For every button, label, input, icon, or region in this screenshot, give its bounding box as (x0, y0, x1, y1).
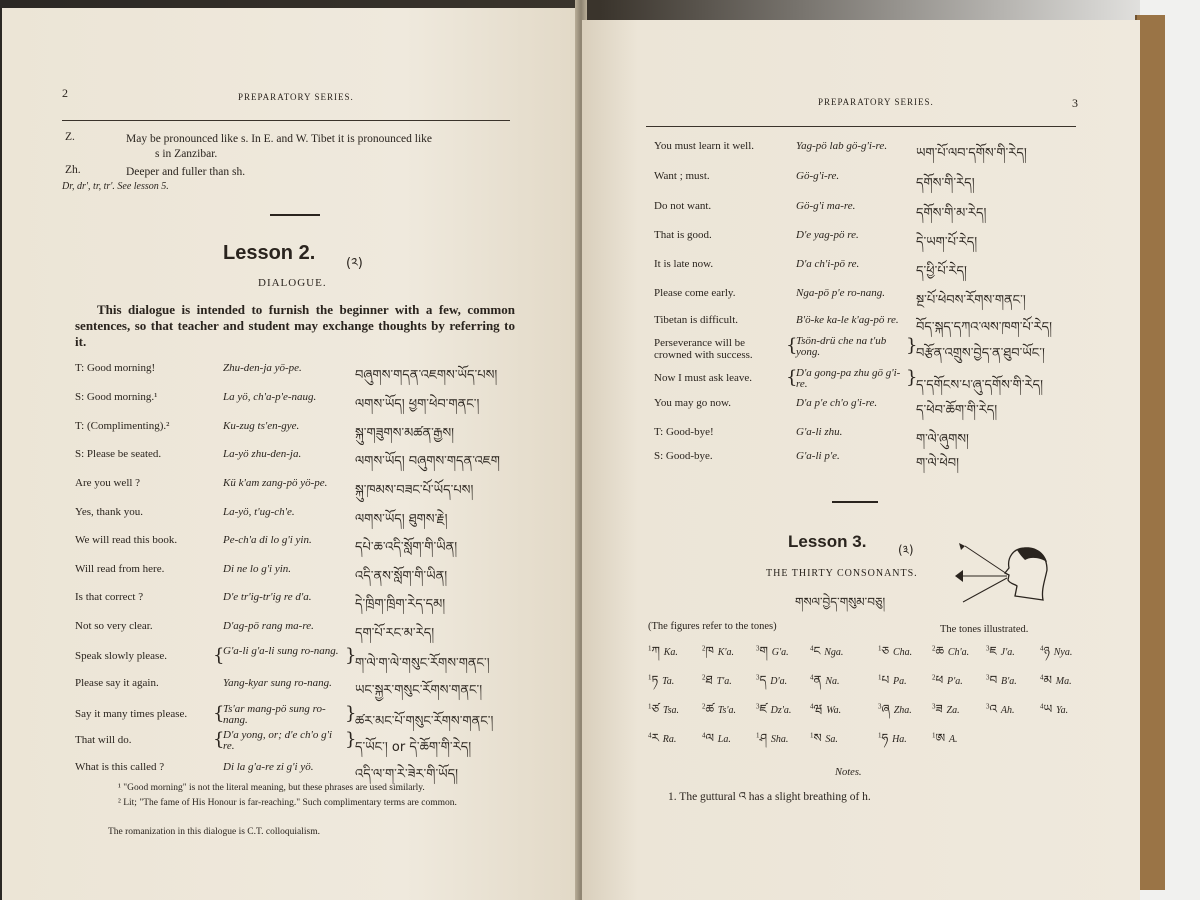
dialogue-row (654, 314, 1074, 335)
romanization: D'a yong, or; d'e ch'o g'i re. (223, 729, 333, 752)
tone-number: 1 (878, 644, 882, 653)
consonant-romanization: A. (948, 734, 958, 745)
romanization: Di ne lo g'i yin. (223, 563, 292, 575)
consonant-romanization: J'a. (1000, 647, 1015, 658)
tibetan-letter: ལ (705, 731, 718, 745)
tone-number: 1 (932, 731, 936, 740)
romanization: La yö, ch'a-p'e-naug. (223, 391, 317, 403)
romanization: G'a-li p'e. (796, 450, 840, 462)
dialogue-row (654, 258, 1074, 279)
tibetan-letter: ན (813, 673, 826, 687)
english-phrase: S: Please be seated. (75, 448, 162, 460)
dialogue-row (654, 397, 1074, 418)
consonant-romanization: Ma. (1055, 676, 1072, 687)
consonant-row (648, 725, 1088, 754)
consonant-romanization: Ra. (662, 734, 677, 745)
romanization: Yag-pö lab gö-g'i-re. (796, 140, 888, 152)
dialogue-row (75, 506, 515, 527)
lesson-2-title: Lesson 2. (223, 242, 316, 264)
tone-number: 2 (932, 644, 936, 653)
tibetan-letter: ཙ (651, 702, 663, 716)
tone-number: 4 (810, 673, 814, 682)
dialogue-row (75, 761, 515, 782)
tones-note: The tones illustrated. (940, 624, 1029, 635)
romanization: G'a-li zhu. (796, 426, 843, 438)
english-phrase: Say it many times please. (75, 708, 188, 720)
english-phrase: That will do. (75, 734, 132, 746)
head-profile-illustration (955, 540, 1050, 605)
tibetan-letter: ཕ (935, 673, 948, 687)
dialogue-row (75, 362, 515, 383)
english-phrase: Perseverance will be crowned with success. (654, 337, 753, 361)
english-phrase: S: Good-bye. (654, 450, 713, 462)
consonant-row (648, 667, 1088, 696)
consonant-romanization: Pa. (893, 676, 907, 687)
tone-number: 2 (702, 644, 706, 653)
consonant-romanization: Tsa. (662, 705, 679, 716)
left-page-number: 2 (62, 86, 68, 100)
tibetan-text: ག་ལེ་ག་ལེ་གསུང་རོགས་གནང་། (355, 656, 490, 671)
tone-number: 1 (648, 702, 652, 711)
tibetan-text: བོད་སྐད་དཀའ་ལས་ཁག་པོ་རེད། (916, 320, 1053, 335)
romanization: Gö-g'i ma-re. (796, 200, 856, 212)
dialogue-row (75, 563, 515, 584)
consonant-romanization: Nga. (824, 647, 844, 658)
romanization: Ts'ar mang-pö sung ro-nang. (223, 703, 326, 726)
consonant-cell (932, 725, 958, 759)
english-phrase: Is that correct ? (75, 591, 144, 603)
tibetan-text: ཚར་མང་པོ་གསུང་རོགས་གནང་། (355, 714, 494, 729)
consonant-romanization: Wa. (826, 705, 842, 716)
notes-heading: Notes. (835, 767, 862, 778)
consonant-row (648, 696, 1088, 725)
left-header-rule (62, 120, 510, 121)
consonant-romanization: Na. (825, 676, 840, 687)
tone-number: 4 (702, 731, 706, 740)
tibetan-letter: ཉ (1043, 644, 1054, 658)
right-section-divider (832, 501, 878, 503)
tibetan-letter: ཝ (813, 702, 827, 716)
tone-number: 2 (932, 673, 936, 682)
lesson-3-title: Lesson 3. (788, 532, 867, 551)
english-phrase: Please come early. (654, 287, 736, 299)
romanization: Kü k'am zang-pö yö-pe. (223, 477, 328, 489)
tone-number: 3 (932, 702, 936, 711)
romanization: Nga-pö p'e ro-nang. (796, 287, 886, 299)
tibetan-text: སྐུ་གཟུགས་མཚན་རྒྱས། (355, 426, 455, 441)
brace-left: { (213, 703, 225, 724)
dr-note: Dr, dr', tr, tr'. See lesson 5. (62, 181, 169, 192)
consonant-romanization: Ts'a. (717, 705, 737, 716)
consonant-cell (702, 725, 731, 759)
tibetan-text: ཡང་སྐྱར་གསུང་རོགས་གནང་། (355, 683, 483, 698)
brace-left: { (213, 729, 225, 750)
tibetan-letter: བ (989, 673, 1002, 687)
dialogue-row (654, 287, 1074, 308)
consonant-romanization: T'a. (716, 676, 732, 687)
tone-number: 2 (702, 702, 706, 711)
tibetan-text: སྐུ་ཁམས་བཟང་པོ་ཡོད་པས། (355, 483, 474, 498)
pron-text-z-2: s in Zanzibar. (155, 148, 218, 160)
consonant-cell (810, 725, 838, 759)
tibetan-letter: ས (813, 731, 826, 745)
english-phrase: Tibetan is difficult. (654, 314, 739, 326)
dialogue-row (75, 391, 515, 412)
tone-number: 4 (810, 702, 814, 711)
dialogue-row (654, 367, 1074, 393)
romanization: Di la g'a-re zi g'i yö. (223, 761, 314, 773)
consonants-heading-tib: གསལ་བྱེད་གསུམ་བཅུ། (795, 595, 886, 609)
english-phrase: Are you well ? (75, 477, 141, 489)
dialogue-row (75, 677, 515, 698)
english-phrase: Will read from here. (75, 563, 165, 575)
romanization: B'ö-ke ka-le k'ag-pö re. (796, 314, 899, 326)
tone-number: 4 (1040, 702, 1044, 711)
english-phrase: You must learn it well. (654, 140, 755, 152)
dialogue-row (654, 170, 1074, 191)
brace-left: { (786, 335, 798, 356)
romanization: Yang-kyar sung ro-nang. (223, 677, 332, 689)
consonant-romanization: Sha. (770, 734, 789, 745)
lesson-2-tib-number: (༢) (346, 256, 363, 271)
brace-right: } (906, 335, 918, 356)
tone-number: 3 (986, 673, 990, 682)
romanization: La-yö zhu-den-ja. (223, 448, 302, 460)
dialogue-row (654, 200, 1074, 221)
tone-number: 1 (878, 731, 882, 740)
consonant-romanization: Za. (946, 705, 960, 716)
consonant-row (648, 638, 1088, 667)
romanization: D'ag-pö rang ma-re. (223, 620, 314, 632)
tibetan-text: ཡག་པོ་ལབ་དགོས་གི་རེད། (916, 146, 1027, 161)
tone-number: 3 (986, 644, 990, 653)
tone-number: 3 (986, 702, 990, 711)
tibetan-text: འདི་ནས་སློག་གི་ཡིན། (355, 569, 448, 584)
dialogue-row (654, 140, 1074, 161)
tibetan-text: ད་དགོངས་པ་ཞུ་དགོས་གི་རེད། (916, 378, 1044, 393)
tibetan-text: དགོས་གི་རེད། (916, 176, 975, 191)
tone-number: 2 (702, 673, 706, 682)
tibetan-text: ག་ལེ་ཕེབ། (916, 456, 959, 471)
tibetan-letter: ཛ (759, 702, 771, 716)
right-header-rule (646, 126, 1076, 127)
dialogue-row (75, 645, 515, 671)
dialogue-row (75, 703, 515, 729)
english-phrase: What is this called ? (75, 761, 165, 773)
brace-right: } (906, 367, 918, 388)
english-phrase: T: Good morning! (75, 362, 156, 374)
tibetan-letter: འ (989, 702, 1001, 716)
english-phrase: Want ; must. (654, 170, 710, 182)
romanization: D'a gong-pa zhu gö g'i-re. (796, 367, 901, 390)
tibetan-text: ལགས་ཡོད། ཐུགས་རྗེ། (355, 512, 448, 527)
consonant-romanization: La. (717, 734, 731, 745)
consonant-romanization: D'a. (770, 676, 788, 687)
english-phrase: Please say it again. (75, 677, 159, 689)
tibetan-text: ད་ཕྱི་པོ་རེད། (916, 264, 967, 279)
dialogue-row (75, 591, 515, 612)
tibetan-text: ལགས་ཡོད། ཕྱག་ཕེབ་གནང་། (355, 397, 480, 412)
consonant-romanization: Cha. (892, 647, 913, 658)
romanization: D'a p'e ch'o g'i-re. (796, 397, 878, 409)
consonant-romanization: G'a. (771, 647, 789, 658)
consonant-romanization: Nya. (1053, 647, 1073, 658)
tibetan-text: དགོས་གི་མ་རེད། (916, 206, 987, 221)
english-phrase: T: Good-bye! (654, 426, 714, 438)
pron-letter-z: Z. (65, 131, 75, 143)
tone-number: 1 (648, 644, 652, 653)
tibetan-letter: ཀ (651, 644, 664, 658)
romanization: Pe-ch'a di lo g'i yin. (223, 534, 312, 546)
tone-number: 4 (1040, 644, 1044, 653)
tibetan-letter: ཁ (705, 644, 718, 658)
english-phrase: Now I must ask leave. (654, 372, 753, 384)
brace-right: } (345, 729, 357, 750)
tibetan-text: དག་པོ་རང་མ་རེད། (355, 626, 435, 641)
dialogue-row (654, 426, 1074, 447)
tibetan-text: སྔ་པོ་ཕེབས་རོགས་གནང་། (916, 293, 1026, 308)
romanization: D'e yag-pö re. (796, 229, 859, 241)
pron-text-z: May be pronounced like s. In E. and W. Tibet it is pronounced like (126, 133, 432, 145)
left-running-header: PREPARATORY SERIES. (238, 92, 354, 102)
tone-number: 3 (756, 644, 760, 653)
tibetan-letter: ཤ (759, 731, 771, 745)
tibetan-text: ལགས་ཡོད། བཞུགས་གདན་འཇག (355, 454, 500, 469)
tone-number: 1 (648, 673, 652, 682)
right-running-header: PREPARATORY SERIES. (818, 97, 934, 107)
consonant-cell (878, 725, 907, 759)
consonants-heading: THE THIRTY CONSONANTS. (766, 568, 918, 579)
consonants-grid (648, 638, 1088, 754)
english-phrase: Not so very clear. (75, 620, 153, 632)
english-phrase: Speak slowly please. (75, 650, 167, 662)
tibetan-letter: ར (651, 731, 663, 745)
english-phrase: We will read this book. (75, 534, 178, 546)
consonant-romanization: Zha. (893, 705, 912, 716)
english-phrase: Yes, thank you. (75, 506, 143, 518)
tibetan-letter: ཟ (935, 702, 947, 716)
tibetan-letter: ང (813, 644, 825, 658)
tibetan-letter: ཨ (935, 731, 949, 745)
romanization: Ku-zug ts'en-gye. (223, 420, 300, 432)
tone-number: 4 (810, 644, 814, 653)
romanization: D'e tr'ig-tr'ig re d'a. (223, 591, 312, 603)
consonant-romanization: Dz'a. (770, 705, 792, 716)
footnote-romanization: The romanization in this dialogue is C.T. colloquialism. (108, 827, 320, 837)
brace-right: } (345, 645, 357, 666)
consonant-romanization: Sa. (825, 734, 838, 745)
dialogue-row (75, 420, 515, 441)
dialogue-row (75, 448, 515, 469)
romanization: D'a ch'i-pö re. (796, 258, 860, 270)
tibetan-letter: ཞ (881, 702, 894, 716)
tone-number: 1 (756, 731, 760, 740)
tibetan-letter: ཇ (989, 644, 1001, 658)
consonant-romanization: Ch'a. (947, 647, 970, 658)
english-phrase: T: (Complimenting).² (75, 420, 170, 432)
english-phrase: Do not want. (654, 200, 712, 212)
tibetan-letter: ད (759, 673, 771, 687)
tibetan-letter: ཧ (881, 731, 893, 745)
dialogue-row (75, 477, 515, 498)
dialogue-row (75, 534, 515, 555)
tone-number: 1 (810, 731, 814, 740)
pron-letter-zh: Zh. (65, 164, 81, 176)
tibetan-letter: ཏ (651, 673, 663, 687)
tone-number: 3 (756, 702, 760, 711)
consonant-cell (648, 725, 676, 759)
figures-note: (The figures refer to the tones) (648, 621, 777, 632)
tibetan-letter: ཅ (881, 644, 893, 658)
dialogue-row (654, 450, 1074, 471)
lesson-3-tib-number: (༣) (898, 543, 914, 557)
tibetan-text: འདི་ལ་ག་རེ་ཟེར་གི་ཡོད། (355, 767, 459, 782)
consonant-romanization: Ya. (1056, 705, 1069, 716)
tibetan-text: ད་ཕེབ་ཆོག་གི་རེད། (916, 403, 998, 418)
brace-left: { (213, 645, 225, 666)
tibetan-letter: ཐ (705, 673, 717, 687)
dialogue-row (654, 335, 1074, 361)
tibetan-letter: ཆ (935, 644, 948, 658)
consonant-romanization: Ah. (1000, 705, 1015, 716)
english-phrase: S: Good morning.¹ (75, 391, 158, 403)
romanization: Tsön-drü che na t'ub yong. (796, 335, 887, 358)
romanization: La-yö, t'ug-ch'e. (223, 506, 295, 518)
consonant-romanization: P'a. (947, 676, 963, 687)
tibetan-letter: ཚ (705, 702, 718, 716)
tibetan-text: དཔེ་ཆ་འདི་སློག་གི་ཡིན། (355, 540, 458, 555)
tone-number: 4 (648, 731, 652, 740)
tibetan-text: དེ་ཁྲིག་ཁྲིག་རེད་དམ། (355, 597, 446, 612)
dialogue-row (75, 729, 515, 755)
tone-number: 3 (878, 702, 882, 711)
tibetan-text: ག་ལེ་ཞུགས། (916, 432, 969, 447)
tone-number: 3 (756, 673, 760, 682)
dialogue-row (654, 229, 1074, 250)
brace-right: } (345, 703, 357, 724)
consonant-romanization: Ta. (662, 676, 675, 687)
right-page-number: 3 (1072, 96, 1078, 110)
footnote-1: ¹ "Good morning" is not the literal meaning, but these phrases are used similarly. (118, 783, 425, 793)
dialogue-row (75, 620, 515, 641)
tibetan-letter: མ (1043, 673, 1056, 687)
tibetan-text: དེ་ཡག་པོ་རེད། (916, 235, 978, 250)
tone-number: 4 (1040, 673, 1044, 682)
romanization: Gö-g'i-re. (796, 170, 840, 182)
consonant-romanization: B'a. (1001, 676, 1017, 687)
tibetan-text: ད་ཡོང་། or དེ་ཆོག་གི་རེད། (355, 740, 472, 755)
english-phrase: It is late now. (654, 258, 714, 270)
tibetan-text: བརྩོན་འགྲུས་བྱེད་ན་ཐུབ་ཡོང་། (916, 346, 1045, 361)
left-section-divider (270, 214, 320, 216)
note-1: 1. The guttural འ has a slight breathing of h. (668, 791, 871, 803)
dialogue-heading: DIALOGUE. (258, 277, 327, 289)
romanization: Zhu-den-ja yö-pe. (223, 362, 302, 374)
english-phrase: That is good. (654, 229, 712, 241)
consonant-romanization: K'a. (717, 647, 735, 658)
tibetan-text: བཞུགས་གདན་འཇགས་ཡོད་པས། (355, 368, 498, 383)
tibetan-letter: ག (759, 644, 772, 658)
english-phrase: You may go now. (654, 397, 732, 409)
dialogue-intro: This dialogue is intended to furnish the beginner with a few, common sentences, so that teacher and student may exchange thoughts by referring to it. (75, 302, 515, 349)
tibetan-letter: པ (881, 673, 894, 687)
tibetan-letter: ཡ (1043, 702, 1057, 716)
brace-left: { (786, 367, 798, 388)
consonant-cell (756, 725, 788, 759)
tone-number: 1 (878, 673, 882, 682)
consonant-romanization: Ka. (663, 647, 678, 658)
consonant-romanization: Ha. (892, 734, 907, 745)
footnote-2: ² Lit; "The fame of His Honour is far-reaching." Such complimentary terms are common. (118, 798, 457, 808)
pron-text-zh: Deeper and fuller than sh. (126, 166, 246, 178)
romanization: G'a-li g'a-li sung ro-nang. (223, 645, 339, 657)
